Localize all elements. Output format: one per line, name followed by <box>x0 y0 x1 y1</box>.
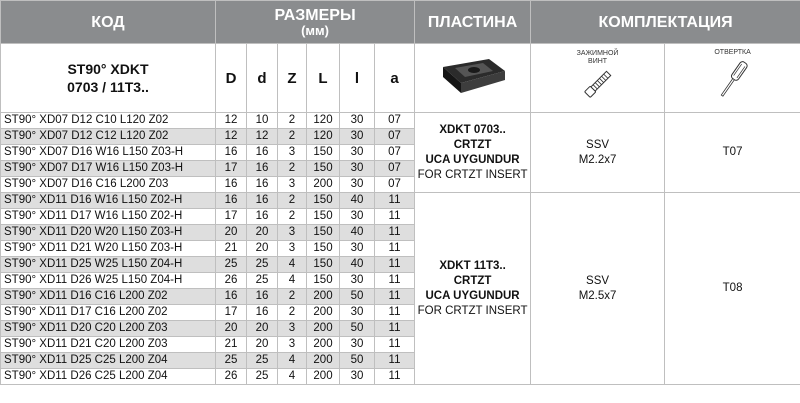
row-code: ST90° XD11 D16 W16 L150 Z02-H <box>1 193 216 209</box>
row-code: ST90° XD11 D21 W20 L150 Z03-H <box>1 241 216 257</box>
screw-spec-cell <box>531 193 665 385</box>
row-value-d: 25 <box>247 273 278 289</box>
row-value-L: 120 <box>307 113 340 129</box>
insert-compat-cell <box>415 193 531 385</box>
row-value-d: 16 <box>247 161 278 177</box>
screw-size: M2.2x7 <box>578 153 617 166</box>
col-l: l <box>340 44 375 113</box>
insert-note-en: FOR CRTZT INSERT <box>417 168 528 181</box>
row-value-Z: 3 <box>278 225 307 241</box>
row-value-a: 11 <box>375 337 415 353</box>
screw-type: SSV <box>586 138 610 151</box>
row-value-D: 12 <box>216 113 247 129</box>
row-value-l: 40 <box>340 257 375 273</box>
header-dimensions-label: РАЗМЕРЫ <box>274 7 356 24</box>
row-value-a: 07 <box>375 161 415 177</box>
row-value-d: 16 <box>247 305 278 321</box>
screwdriver-icon <box>713 57 753 103</box>
row-code: ST90° XD07 D17 W16 L150 Z03-H <box>1 161 216 177</box>
row-code: ST90° XD11 D17 W16 L150 Z02-H <box>1 209 216 225</box>
row-value-a: 11 <box>375 273 415 289</box>
row-value-d: 20 <box>247 225 278 241</box>
row-value-D: 20 <box>216 225 247 241</box>
screwdriver-size: T08 <box>722 282 743 294</box>
row-value-L: 200 <box>307 305 340 321</box>
insert-grade: CRTZT <box>453 274 492 287</box>
row-value-D: 16 <box>216 177 247 193</box>
row-value-D: 12 <box>216 129 247 145</box>
row-value-L: 150 <box>307 193 340 209</box>
row-value-D: 25 <box>216 353 247 369</box>
row-value-L: 200 <box>307 321 340 337</box>
screw-label: ЗАЖИМНОЙ ВИНТ <box>576 49 619 65</box>
row-value-Z: 3 <box>278 241 307 257</box>
row-value-Z: 3 <box>278 337 307 353</box>
screw-size: M2.5x7 <box>578 289 617 302</box>
insert-note-tr: UCA UYGUNDUR <box>425 289 520 302</box>
row-value-L: 150 <box>307 225 340 241</box>
row-value-d: 25 <box>247 369 278 385</box>
col-d: d <box>247 44 278 113</box>
row-value-l: 30 <box>340 369 375 385</box>
header-dimensions <box>216 1 415 44</box>
insert-code: XDKT 0703.. <box>439 123 506 136</box>
row-value-a: 11 <box>375 369 415 385</box>
insert-code: XDKT 11T3.. <box>439 259 506 272</box>
row-value-Z: 3 <box>278 177 307 193</box>
insert-note-tr: UCA UYGUNDUR <box>425 153 520 166</box>
row-value-Z: 4 <box>278 369 307 385</box>
row-code: ST90° XD11 D25 W25 L150 Z04-H <box>1 257 216 273</box>
row-value-Z: 4 <box>278 257 307 273</box>
row-code: ST90° XD07 D12 C10 L120 Z02 <box>1 113 216 129</box>
table-row <box>1 193 800 209</box>
row-value-d: 16 <box>247 177 278 193</box>
row-value-l: 50 <box>340 353 375 369</box>
row-value-l: 30 <box>340 241 375 257</box>
row-code: ST90° XD11 D20 W20 L150 Z03-H <box>1 225 216 241</box>
row-value-a: 11 <box>375 305 415 321</box>
insert-grade: CRTZT <box>453 138 492 151</box>
col-D: D <box>216 44 247 113</box>
row-code: ST90° XD07 D16 C16 L200 Z03 <box>1 177 216 193</box>
row-value-D: 21 <box>216 241 247 257</box>
screw-type: SSV <box>586 274 610 287</box>
row-value-l: 40 <box>340 225 375 241</box>
row-value-a: 11 <box>375 257 415 273</box>
row-code: ST90° XD11 D20 C20 L200 Z03 <box>1 321 216 337</box>
screw-cell <box>531 44 665 113</box>
row-value-d: 20 <box>247 337 278 353</box>
insert-image-cell <box>415 44 531 113</box>
header-code: КОД <box>1 1 216 44</box>
row-value-d: 25 <box>247 257 278 273</box>
row-value-l: 40 <box>340 193 375 209</box>
row-value-D: 16 <box>216 145 247 161</box>
row-value-l: 30 <box>340 145 375 161</box>
row-value-d: 16 <box>247 193 278 209</box>
screw-spec-cell <box>531 113 665 193</box>
row-value-a: 07 <box>375 129 415 145</box>
row-value-a: 11 <box>375 193 415 209</box>
row-value-Z: 2 <box>278 305 307 321</box>
row-value-L: 150 <box>307 209 340 225</box>
series-title-line2: 0703 / 11T3.. <box>67 79 149 95</box>
row-value-d: 16 <box>247 145 278 161</box>
screwdriver-spec-cell <box>665 113 800 193</box>
screwdriver-size: T07 <box>722 146 743 158</box>
row-value-D: 16 <box>216 193 247 209</box>
row-value-a: 11 <box>375 289 415 305</box>
row-value-L: 120 <box>307 129 340 145</box>
row-value-d: 25 <box>247 353 278 369</box>
row-value-l: 30 <box>340 305 375 321</box>
insert-note-en: FOR CRTZT INSERT <box>417 304 528 317</box>
row-value-d: 16 <box>247 289 278 305</box>
series-title <box>1 44 216 113</box>
row-value-l: 30 <box>340 177 375 193</box>
row-value-d: 20 <box>247 321 278 337</box>
col-a: a <box>375 44 415 113</box>
row-value-d: 10 <box>247 113 278 129</box>
row-value-Z: 2 <box>278 129 307 145</box>
row-value-L: 150 <box>307 273 340 289</box>
row-value-L: 200 <box>307 337 340 353</box>
table-row <box>1 113 800 129</box>
header-kit: КОМПЛЕКТАЦИЯ <box>531 1 800 44</box>
row-value-l: 50 <box>340 289 375 305</box>
row-value-a: 07 <box>375 113 415 129</box>
row-value-L: 200 <box>307 369 340 385</box>
rows-body <box>1 113 800 385</box>
row-value-l: 30 <box>340 209 375 225</box>
row-value-Z: 4 <box>278 273 307 289</box>
row-value-D: 17 <box>216 305 247 321</box>
row-value-L: 200 <box>307 177 340 193</box>
row-value-D: 25 <box>216 257 247 273</box>
row-value-a: 11 <box>375 241 415 257</box>
row-value-D: 26 <box>216 273 247 289</box>
row-code: ST90° XD07 D12 C12 L120 Z02 <box>1 129 216 145</box>
row-value-Z: 2 <box>278 193 307 209</box>
row-value-l: 30 <box>340 161 375 177</box>
clamping-screw-icon <box>578 66 618 102</box>
row-code: ST90° XD11 D17 C16 L200 Z02 <box>1 305 216 321</box>
row-value-a: 11 <box>375 353 415 369</box>
row-value-a: 11 <box>375 209 415 225</box>
screwdriver-label: ОТВЕРТКА <box>714 48 751 56</box>
row-value-L: 200 <box>307 289 340 305</box>
row-value-d: 12 <box>247 129 278 145</box>
row-value-l: 30 <box>340 113 375 129</box>
row-value-l: 30 <box>340 129 375 145</box>
series-title-line1: ST90° XDKT <box>67 61 149 77</box>
insert-image-icon <box>431 53 515 99</box>
screwdriver-spec-cell <box>665 193 800 385</box>
row-code: ST90° XD11 D21 C20 L200 Z03 <box>1 337 216 353</box>
row-value-L: 150 <box>307 161 340 177</box>
row-value-l: 30 <box>340 337 375 353</box>
col-Z: Z <box>278 44 307 113</box>
row-value-l: 30 <box>340 273 375 289</box>
row-value-D: 20 <box>216 321 247 337</box>
insert-compat-cell <box>415 113 531 193</box>
row-value-d: 16 <box>247 209 278 225</box>
row-value-L: 200 <box>307 353 340 369</box>
row-value-D: 16 <box>216 289 247 305</box>
row-value-Z: 2 <box>278 161 307 177</box>
row-value-a: 11 <box>375 225 415 241</box>
row-value-L: 150 <box>307 145 340 161</box>
row-value-Z: 2 <box>278 113 307 129</box>
row-code: ST90° XD11 D26 W25 L150 Z04-H <box>1 273 216 289</box>
row-value-a: 07 <box>375 177 415 193</box>
screwdriver-cell <box>665 44 800 113</box>
row-value-a: 07 <box>375 145 415 161</box>
row-value-Z: 2 <box>278 209 307 225</box>
row-value-a: 11 <box>375 321 415 337</box>
row-value-Z: 4 <box>278 353 307 369</box>
row-value-D: 26 <box>216 369 247 385</box>
row-value-D: 17 <box>216 209 247 225</box>
col-L: L <box>307 44 340 113</box>
row-value-L: 150 <box>307 241 340 257</box>
header-insert: ПЛАСТИНА <box>415 1 531 44</box>
row-value-Z: 3 <box>278 145 307 161</box>
row-value-l: 50 <box>340 321 375 337</box>
row-value-Z: 3 <box>278 321 307 337</box>
row-value-L: 150 <box>307 257 340 273</box>
row-value-Z: 2 <box>278 289 307 305</box>
row-value-d: 20 <box>247 241 278 257</box>
row-code: ST90° XD07 D16 W16 L150 Z03-H <box>1 145 216 161</box>
row-code: ST90° XD11 D25 C25 L200 Z04 <box>1 353 216 369</box>
row-value-D: 21 <box>216 337 247 353</box>
row-code: ST90° XD11 D16 C16 L200 Z02 <box>1 289 216 305</box>
row-code: ST90° XD11 D26 C25 L200 Z04 <box>1 369 216 385</box>
row-value-D: 17 <box>216 161 247 177</box>
header-dimensions-unit: (мм) <box>301 23 329 38</box>
